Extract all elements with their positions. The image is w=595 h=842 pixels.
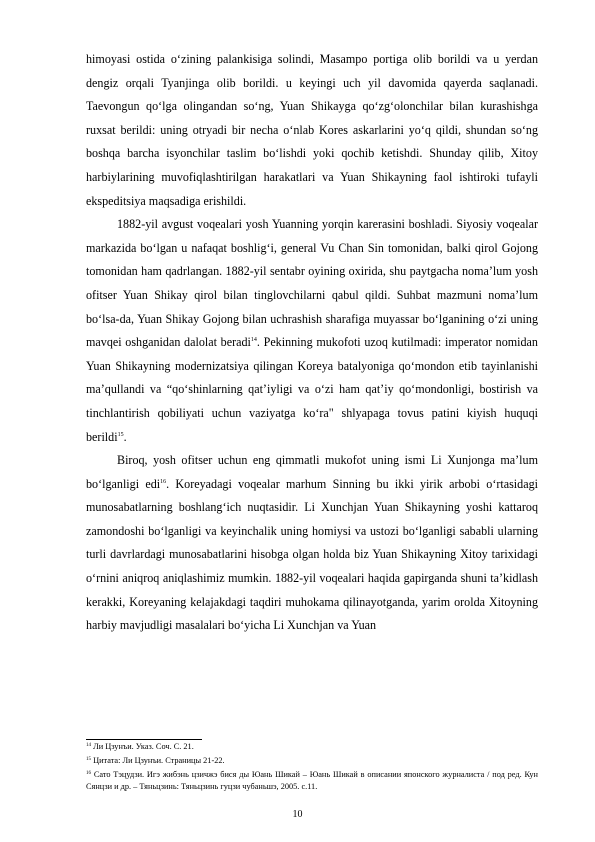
footnote-ref-14[interactable]: 14	[250, 337, 257, 344]
footnote-ref-15[interactable]: 15	[117, 431, 124, 438]
footnote-ref-16[interactable]: 16	[160, 478, 167, 485]
paragraph-2-text-c: .	[123, 429, 127, 444]
paragraph-2-text-a: 1882-yil avgust voqealari yosh Yuanning yorqin karerasini boshladi. Siyosiy voqealar markazida bo‘lgan u nafaqat boshlig‘i, general Vu Chan Sin tomonidan, balki qirol Gojong tomonidan ham qadrlangan. 1882-yil sentabr oyining oxirida, shu paytgacha noma’lum yosh ofitser Yuan Shikay qirol bilan tinglovchilarni qabul qildi. Suhbat mazmuni noma’lum bo‘lsa-da, Yuan Shikay Gojong bilan uchrashish sharafiga muyassar bo‘lganining o‘zi uning mavqei oshganidan dalolat beradi	[86, 217, 538, 350]
paragraph-1	[86, 48, 538, 213]
footnote-text: Сато Тэцудзи. Игэ жибэнь цзичжэ бися ды Юань Шикай – Юань Шикай в описании японского журналиста / под ред. Кун Сянцзи и др. – Тяньцзинь: Тяньцзинь гуцзи чубаньшэ, 2005. c.11.	[86, 770, 538, 791]
footnote-text: Цитата: Ли Цзунъи. Страницы 21-22.	[91, 756, 225, 765]
body-text	[86, 48, 538, 638]
footnote-14	[86, 741, 538, 753]
paragraph-3	[86, 449, 538, 638]
footnotes	[86, 741, 538, 793]
footnote-16	[86, 769, 538, 793]
footnote-divider	[86, 739, 202, 740]
footnote-text: Ли Цзунъи. Указ. Соч. С. 21.	[91, 742, 194, 751]
footnote-number: 14	[86, 743, 91, 748]
footnote-number: 16	[86, 771, 91, 776]
paragraph-3-text-b: . Koreyadagi voqealar marhum Sinning bu ikki yirik arbobi o‘rtasidagi munosabatlarning boshlang‘ich nuqtasidir. Li Xunchjan Yuan Shikayning yoshi kattaroq zamondoshi bo‘lganligi va keyinchalik uning homiysi va ustozi bo‘lganligi sababli ularning turli davrlardagi munosabatlarini hisobga olgan holda biz Yuan Shikayning Xitoy tarixidagi o‘rnini aniqroq aniqlashimiz mumkin. 1882-yil voqealari haqida gapirganda shuni ta’kidlash kerakki, Koreyaning kelajakdagi taqdiri muhokama qilinayotganda, yarim orolda Xitoyning harbiy mavjudligi masalalari bo‘yicha Li Xunchjan va Yuan	[86, 476, 538, 633]
paragraph-2	[86, 213, 538, 449]
page-number: 10	[292, 809, 303, 820]
paragraph-3-text-a: Biroq, yosh ofitser uchun eng qimmatli mukofot uning ismi Li Xunjonga ma’lum bo‘lganligi edi	[86, 453, 538, 491]
paragraph-2-text-b: . Pekinning mukofoti uzoq kutilmadi: imperator nomidan Yuan Shikayning modernizatsiya qilingan Koreya batalyoniga qo‘mondon etib tayinlanishi ma’qullandi va “qo‘shinlarning qat’iyligi va o‘zi ham qat’iy qo‘mondonligi, bostirish va tinchlantirish qobiliyati uchun vaziyatga ko‘ra" shlyapaga tovus patini kiyish huquqi berildi	[86, 335, 538, 444]
footnote-number: 15	[86, 757, 91, 762]
footnote-15	[86, 755, 538, 767]
paragraph-1-text: himoyasi ostida o‘zining palankisiga solindi, Masampo portiga olib borildi va u yerdan dengiz orqali Tyanjinga olib borildi. u keyingi uch yil davomida qayerda saqlanadi. Taevongun qo‘lga olingandan so‘ng, Yuan Shikayga qo‘zg‘olonchilar bilan kurashishga ruxsat berildi: uning otryadi bir necha o‘nlab Kores askarlarini yo‘q qildi, shundan so‘ng boshqa barcha isyonchilar taslim bo‘lishdi yoki qochib ketishdi. Shunday qilib, Xitoy harbiylarining muvofiqlashtirilgan harakatlari va Yuan Shikayning faol ishtiroki tufayli ekspeditsiya maqsadiga erishildi.	[86, 52, 538, 208]
